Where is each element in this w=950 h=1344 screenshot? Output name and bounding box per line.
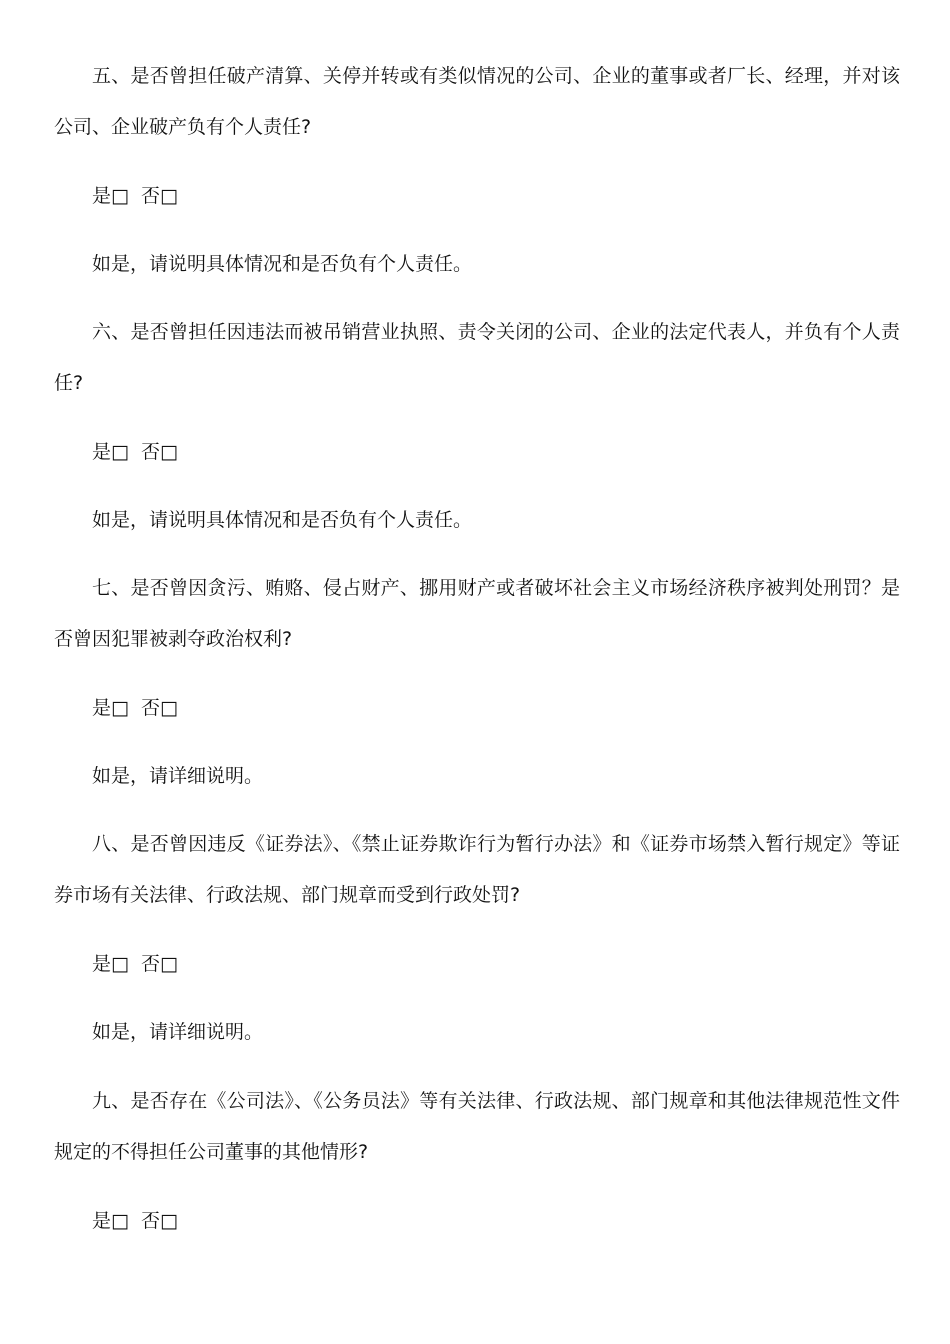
question-6: 六、是否曾担任因违法而被吊销营业执照、责令关闭的公司、企业的法定代表人，并负有个人责任? xyxy=(54,321,900,394)
followup-6: 如是，请说明具体情况和是否负有个人责任。 xyxy=(92,509,473,531)
question-8: 八、是否曾因违反《证券法》、《禁止证券欺诈行为暂行办法》和《证券市场禁入暂行规定》等证券市场有关法律、行政法规、部门规章而受到行政处罚? xyxy=(54,833,900,906)
question-9: 九、是否存在《公司法》、《公务员法》等有关法律、行政法规、部门规章和其他法律规范性文件规定的不得担任公司董事的其他情形? xyxy=(54,1090,900,1163)
no-checkbox-8[interactable]: 否□ xyxy=(140,953,178,975)
no-checkbox-5[interactable]: 否□ xyxy=(140,185,178,207)
answer-options-7 xyxy=(54,693,938,723)
followup-8: 如是，请详细说明。 xyxy=(92,1021,264,1043)
no-checkbox-7[interactable]: 否□ xyxy=(140,697,178,719)
no-checkbox-6[interactable]: 否□ xyxy=(140,441,178,463)
answer-options-6 xyxy=(54,437,938,467)
followup-7: 如是，请详细说明。 xyxy=(92,765,264,787)
answer-options-9 xyxy=(54,1206,938,1236)
yes-checkbox-6[interactable]: 是□ xyxy=(92,441,129,463)
yes-checkbox-5[interactable]: 是□ xyxy=(92,185,129,207)
answer-options-5 xyxy=(54,181,938,211)
answer-options-8 xyxy=(54,949,938,979)
question-7: 七、是否曾因贪污、贿赂、侵占财产、挪用财产或者破坏社会主义市场经济秩序被判处刑罚？是否曾因犯罪被剥夺政治权利? xyxy=(54,577,900,650)
yes-checkbox-9[interactable]: 是□ xyxy=(92,1210,129,1232)
yes-checkbox-7[interactable]: 是□ xyxy=(92,697,129,719)
yes-checkbox-8[interactable]: 是□ xyxy=(92,953,129,975)
followup-5: 如是，请说明具体情况和是否负有个人责任。 xyxy=(92,253,473,275)
no-checkbox-9[interactable]: 否□ xyxy=(140,1210,178,1232)
question-5: 五、是否曾担任破产清算、关停并转或有类似情况的公司、企业的董事或者厂长、经理，并对该公司、企业破产负有个人责任? xyxy=(54,65,900,138)
